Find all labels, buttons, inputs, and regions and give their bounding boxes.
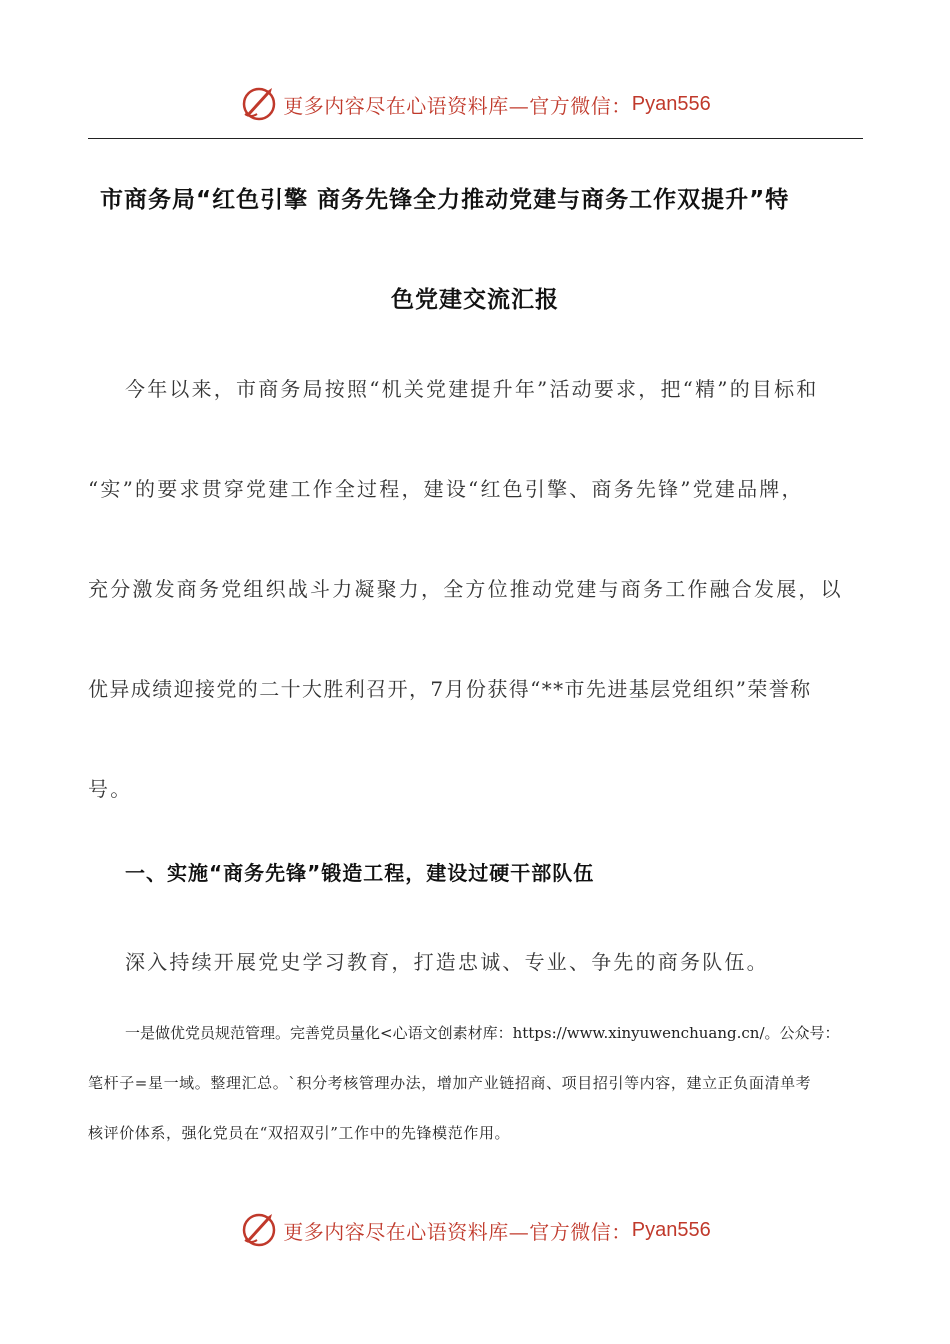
section-1-lead: 深入持续开展党史学习教育，打造忠诚、专业、争先的商务队伍。 xyxy=(125,950,769,974)
header-banner xyxy=(0,84,950,124)
banner-wechat-id: Pyan556 xyxy=(631,92,711,115)
section-1-detail-line-1: 一是做优党员规范管理。完善党员量化<心语文创素材库：https://www.xinyuwenchuang.cn/。公众号： xyxy=(125,1024,840,1042)
intro-line-3: 充分激发商务党组织战斗力凝聚力，全方位推动党建与商务工作融合发展，以 xyxy=(88,577,843,601)
banner-wechat-id: Pyan556 xyxy=(631,1218,711,1241)
banner-text: 更多内容尽在心语资料库—官方微信： xyxy=(283,93,632,118)
document-title-line-2: 色党建交流汇报 xyxy=(391,287,559,313)
header-divider xyxy=(88,138,863,139)
section-1-detail-line-2: 笔杆子=星一域。整理汇总。`积分考核管理办法，增加产业链招商、项目招引等内容，建立正负面清单考 xyxy=(88,1074,812,1092)
document-title-line-1: 市商务局“红色引擎 商务先锋全力推动党建与商务工作双提升”特 xyxy=(100,187,790,213)
intro-line-1: 今年以来，市商务局按照“机关党建提升年”活动要求，把“精”的目标和 xyxy=(125,377,819,401)
intro-line-5: 号。 xyxy=(88,777,133,801)
pen-logo-icon xyxy=(239,1210,279,1250)
banner-text: 更多内容尽在心语资料库—官方微信： xyxy=(283,1219,632,1244)
intro-line-2: “实”的要求贯穿党建工作全过程，建设“红色引擎、商务先锋”党建品牌， xyxy=(88,477,804,501)
section-1-heading: 一、实施“商务先锋”锻造工程，建设过硬干部队伍 xyxy=(125,861,595,885)
section-1-detail-line-3: 核评价体系，强化党员在“双招双引”工作中的先锋模范作用。 xyxy=(88,1124,511,1142)
intro-line-4: 优异成绩迎接党的二十大胜利召开，7月份获得“**市先进基层党组织”荣誉称 xyxy=(88,677,812,701)
footer-banner xyxy=(0,1210,950,1250)
pen-logo-icon xyxy=(239,84,279,124)
